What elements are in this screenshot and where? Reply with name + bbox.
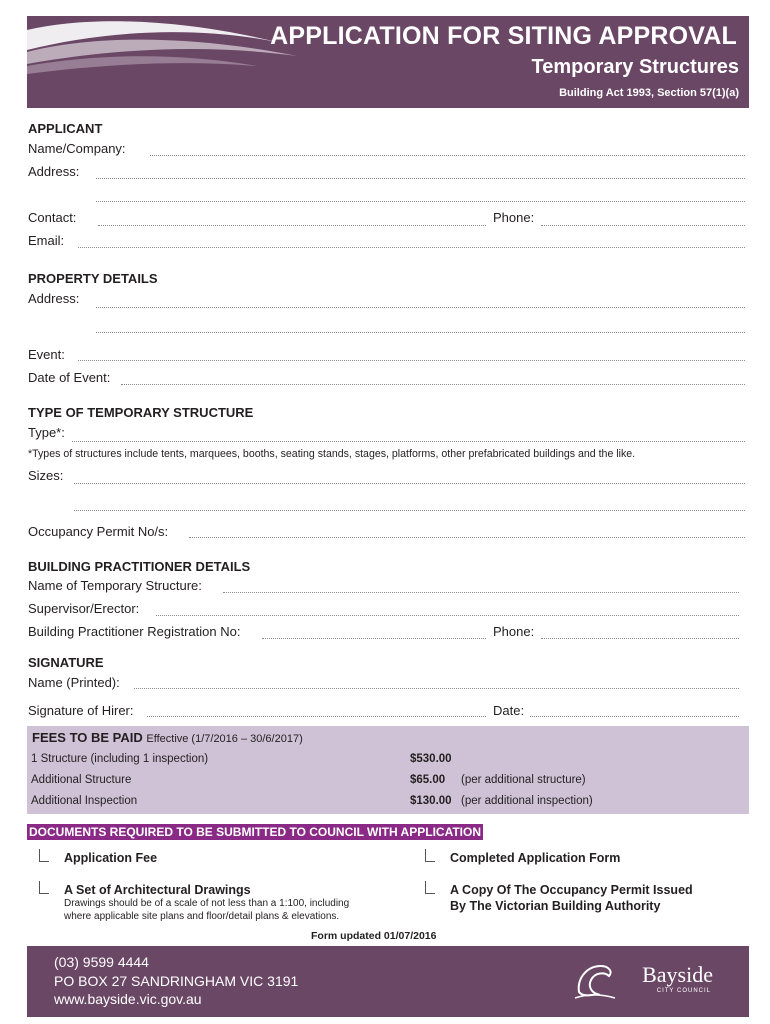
footer-phone: (03) 9599 4444 bbox=[54, 954, 149, 970]
fee-item-3: Additional Inspection bbox=[31, 795, 138, 807]
completed-form-label: Completed Application Form bbox=[450, 851, 621, 865]
applicant-address-field-2[interactable] bbox=[96, 201, 745, 202]
property-address-field-2[interactable] bbox=[96, 332, 745, 333]
practitioner-heading: BUILDING PRACTITIONER DETAILS bbox=[28, 559, 251, 574]
applicant-heading: APPLICANT bbox=[28, 121, 103, 136]
footer bbox=[27, 946, 749, 1017]
occupancy-permit-field[interactable] bbox=[189, 537, 745, 538]
property-address-label: Address: bbox=[28, 291, 80, 306]
fee-item-1: 1 Structure (including 1 inspection) bbox=[31, 753, 209, 765]
structure-name-label: Name of Temporary Structure: bbox=[28, 578, 202, 593]
type-label: Type*: bbox=[28, 425, 65, 440]
registration-label: Building Practitioner Registration No: bbox=[28, 624, 241, 639]
contact-label: Contact: bbox=[28, 210, 77, 225]
completed-form-checkbox[interactable] bbox=[425, 849, 435, 862]
occupancy-permit-copy-label-1: A Copy Of The Occupancy Permit Issued bbox=[450, 883, 693, 897]
fee-amount-3: $130.00 bbox=[410, 795, 452, 807]
occupancy-permit-copy-label-2: By The Victorian Building Authority bbox=[450, 899, 661, 913]
structure-types-note: *Types of structures include tents, marquees, booths, seating stands, stages, platforms, other prefabricated buildings and the like. bbox=[28, 448, 636, 460]
application-fee-label: Application Fee bbox=[64, 851, 158, 865]
applicant-phone-label: Phone: bbox=[493, 210, 535, 225]
form-header bbox=[27, 16, 749, 108]
form-title: APPLICATION FOR SITING APPROVAL bbox=[270, 22, 737, 50]
fee-amount-2: $65.00 bbox=[410, 774, 446, 786]
drawings-note-line-2: where applicable site plans and floor/detail plans & elevations. bbox=[64, 911, 340, 922]
date-of-event-label: Date of Event: bbox=[28, 370, 111, 385]
occupancy-permit-label: Occupancy Permit No/s: bbox=[28, 524, 169, 539]
application-fee-checkbox[interactable] bbox=[39, 849, 49, 862]
occupancy-permit-checkbox[interactable] bbox=[425, 881, 435, 894]
footer-website: www.bayside.vic.gov.au bbox=[54, 991, 202, 1007]
footer-address: PO BOX 27 SANDRINGHAM VIC 3191 bbox=[54, 973, 299, 989]
printed-name-label: Name (Printed): bbox=[28, 675, 120, 690]
supervisor-field[interactable] bbox=[156, 615, 739, 616]
event-label: Event: bbox=[28, 347, 65, 362]
property-heading: PROPERTY DETAILS bbox=[28, 271, 158, 286]
type-field[interactable] bbox=[72, 441, 745, 442]
supervisor-label: Supervisor/Erector: bbox=[28, 601, 140, 616]
drawings-label: A Set of Architectural Drawings bbox=[64, 883, 251, 897]
fee-amount-1: $530.00 bbox=[410, 753, 452, 765]
drawings-checkbox[interactable] bbox=[39, 881, 49, 894]
name-company-label: Name/Company: bbox=[28, 141, 126, 156]
contact-field[interactable] bbox=[98, 225, 486, 226]
email-label: Email: bbox=[28, 233, 65, 248]
sizes-field-2[interactable] bbox=[74, 510, 745, 511]
sizes-field[interactable] bbox=[74, 483, 745, 484]
act-reference: Building Act 1993, Section 57(1)(a) bbox=[559, 87, 739, 99]
printed-name-field[interactable] bbox=[134, 688, 739, 689]
date-field[interactable] bbox=[530, 716, 739, 717]
structure-name-field[interactable] bbox=[223, 592, 739, 593]
signature-heading: SIGNATURE bbox=[28, 655, 104, 670]
documents-heading: DOCUMENTS REQUIRED TO BE SUBMITTED TO COUNCIL WITH APPLICATION bbox=[29, 825, 482, 839]
name-company-field[interactable] bbox=[150, 155, 745, 156]
practitioner-phone-label: Phone: bbox=[493, 624, 535, 639]
structure-heading: TYPE OF TEMPORARY STRUCTURE bbox=[28, 405, 254, 420]
drawings-note-line-1: Drawings should be of a scale of not less than a 1:100, including bbox=[64, 898, 350, 909]
date-of-event-field[interactable] bbox=[121, 384, 745, 385]
fees-effective: Effective (1/7/2016 – 30/6/2017) bbox=[146, 733, 303, 745]
event-field[interactable] bbox=[78, 360, 745, 361]
fees-box bbox=[27, 726, 749, 814]
sizes-label: Sizes: bbox=[28, 468, 64, 483]
logo-name: Bayside bbox=[642, 962, 713, 987]
date-label: Date: bbox=[493, 703, 525, 718]
fee-note-2: (per additional structure) bbox=[461, 774, 586, 786]
signature-label: Signature of Hirer: bbox=[28, 703, 134, 718]
form-updated-note: Form updated 01/07/2016 bbox=[311, 930, 437, 942]
logo-subtitle: CITY COUNCIL bbox=[656, 988, 711, 994]
applicant-phone-field[interactable] bbox=[541, 225, 745, 226]
signature-field[interactable] bbox=[147, 716, 486, 717]
registration-field[interactable] bbox=[262, 638, 486, 639]
email-field[interactable] bbox=[78, 247, 745, 248]
applicant-address-label: Address: bbox=[28, 164, 80, 179]
property-address-field[interactable] bbox=[96, 307, 745, 308]
fee-item-2: Additional Structure bbox=[31, 774, 132, 786]
bayside-logo-icon bbox=[573, 960, 617, 1002]
practitioner-phone-field[interactable] bbox=[541, 638, 739, 639]
applicant-address-field[interactable] bbox=[96, 178, 745, 179]
fee-note-3: (per additional inspection) bbox=[461, 795, 593, 807]
form-subtitle: Temporary Structures bbox=[531, 56, 739, 78]
fees-heading: FEES TO BE PAID Effective (1/7/2016 – 30/6/2017) bbox=[32, 730, 303, 745]
